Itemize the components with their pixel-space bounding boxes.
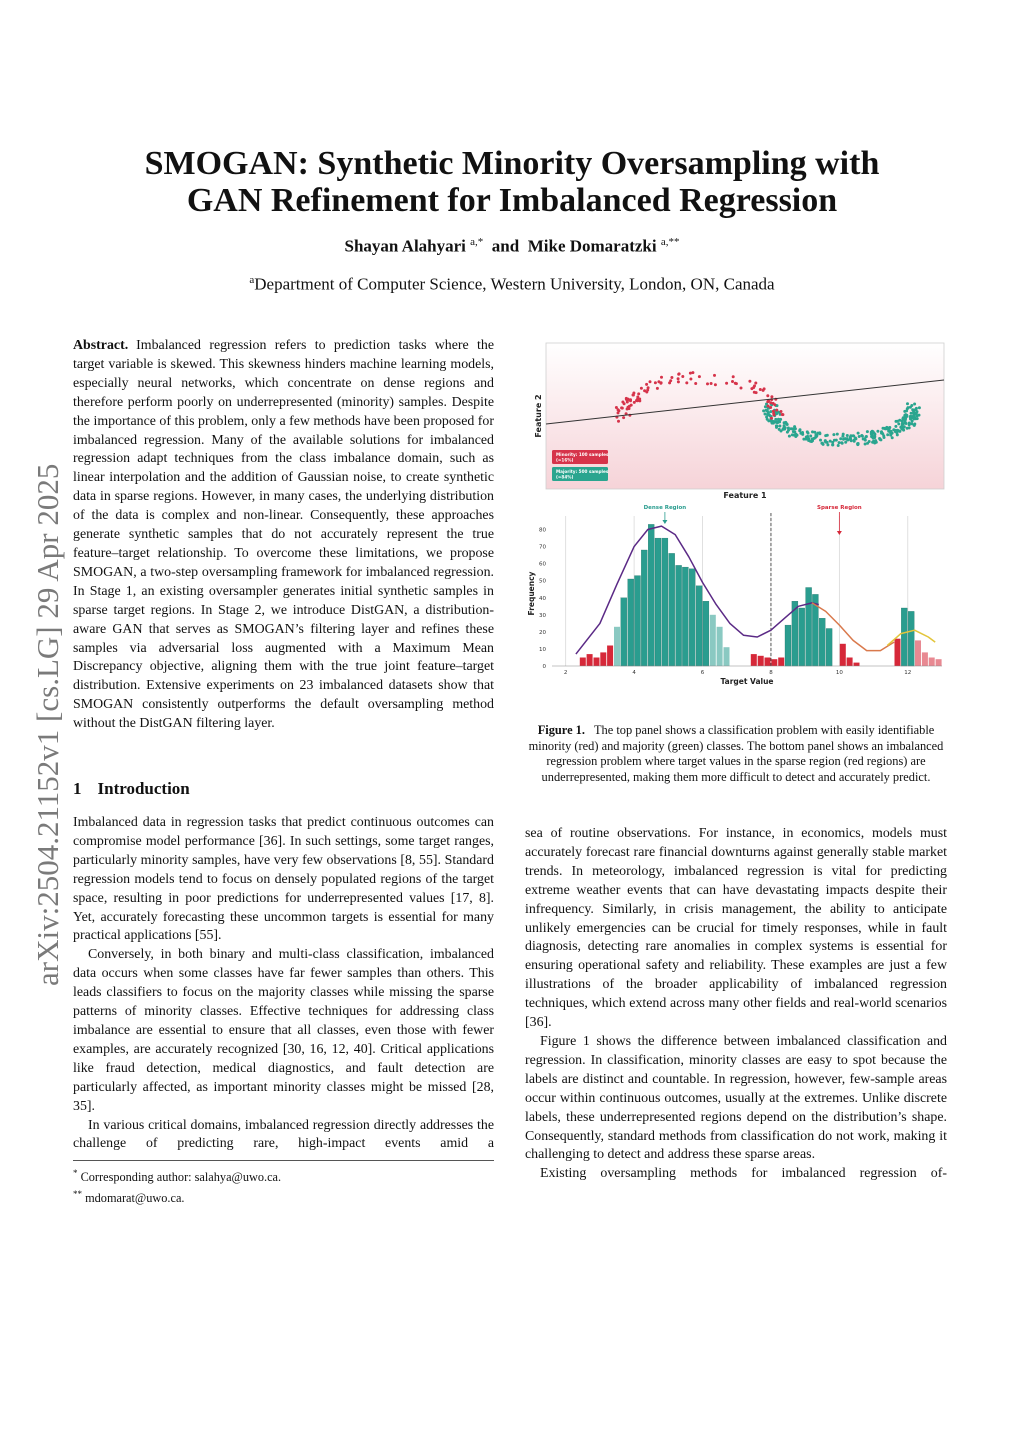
scatter-point-majority	[790, 427, 793, 430]
scatter-point-majority	[905, 409, 908, 412]
author-1: Shayan Alahyari	[344, 236, 466, 256]
scatter-point-majority	[839, 437, 842, 440]
region-annotation-arrowhead	[837, 531, 842, 535]
scatter-point-minority	[645, 383, 648, 386]
scatter-point-majority	[874, 439, 877, 442]
scatter-point-majority	[909, 406, 912, 409]
scatter-point-majority	[809, 435, 812, 438]
y-tick-label: 20	[539, 629, 546, 636]
histogram-bar-red	[751, 654, 757, 666]
scatter-point-majority	[778, 428, 781, 431]
histogram-bar-green	[676, 565, 682, 666]
section-number: 1	[73, 779, 82, 798]
histogram-bar-red	[771, 659, 777, 666]
scatter-point-minority	[769, 406, 772, 409]
histogram-bar-red	[847, 658, 853, 667]
scatter-point-majority	[805, 438, 808, 441]
x-tick-label: 2	[563, 670, 568, 676]
scatter-point-majority	[912, 414, 915, 417]
scatter-point-minority	[657, 380, 660, 383]
scatter-point-minority	[770, 395, 773, 398]
scatter-point-majority	[856, 443, 859, 446]
title-line-2: GAN Refinement for Imbalanced Regression	[186, 182, 838, 219]
scatter-point-majority	[788, 435, 791, 438]
scatter-point-majority	[852, 435, 855, 438]
scatter-point-majority	[876, 430, 879, 433]
scatter-point-majority	[888, 426, 891, 429]
x-tick-label: 8	[769, 670, 773, 676]
scatter-point-minority	[660, 376, 663, 379]
section-title: Introduction	[97, 779, 190, 798]
scatter-point-majority	[908, 426, 911, 429]
scatter-point-minority	[770, 417, 773, 420]
scatter-point-majority	[764, 413, 767, 416]
scatter-point-minority	[766, 394, 769, 397]
scatter-point-majority	[844, 441, 847, 444]
histogram-bar-green	[696, 586, 702, 666]
histogram-bar-red	[607, 646, 613, 667]
scatter-point-minority	[740, 387, 743, 390]
scatter-point-minority	[725, 382, 728, 385]
histogram-bar-green	[682, 567, 688, 666]
scatter-point-majority	[766, 418, 769, 421]
scatter-point-majority	[765, 409, 768, 412]
paper-title	[60, 145, 964, 219]
scatter-point-majority	[908, 423, 911, 426]
scatter-point-minority	[773, 403, 776, 406]
scatter-point-minority	[640, 387, 643, 390]
histogram-bar-green	[703, 601, 709, 666]
scatter-point-majority	[898, 419, 901, 422]
scatter-point-majority	[762, 409, 765, 412]
histogram-bar-red	[895, 639, 901, 666]
footnote-1	[73, 1165, 494, 1186]
title-line-1: SMOGAN: Synthetic Minority Oversampling with	[144, 145, 880, 182]
scatter-point-minority	[755, 391, 758, 394]
scatter-point-minority	[649, 380, 652, 383]
scatter-point-majority	[901, 424, 904, 427]
histogram-bar-green	[689, 569, 695, 666]
scatter-point-minority	[732, 375, 735, 378]
scatter-point-majority	[819, 439, 822, 442]
scatter-point-minority	[706, 382, 709, 385]
x-tick-label: 12	[904, 670, 912, 676]
histogram-bar-green	[826, 629, 832, 667]
scatter-point-majority	[837, 444, 840, 447]
histogram-bar-red	[840, 644, 846, 666]
scatter-point-minority	[685, 381, 688, 384]
scatter-point-majority	[836, 433, 839, 436]
histogram-bar-green	[662, 538, 668, 666]
scatter-point-majority	[913, 417, 916, 420]
histogram-bar-red	[922, 652, 928, 666]
scatter-point-minority	[668, 381, 671, 384]
scatter-point-minority	[748, 380, 751, 383]
scatter-point-minority	[694, 382, 697, 385]
scatter-point-minority	[781, 413, 784, 416]
scatter-point-majority	[886, 433, 889, 436]
scatter-point-majority	[818, 432, 821, 435]
scatter-point-minority	[638, 398, 641, 401]
scatter-point-majority	[880, 432, 883, 435]
scatter-point-minority	[714, 383, 717, 386]
scatter-point-majority	[857, 432, 860, 435]
scatter-point-majority	[778, 425, 781, 428]
scatter-point-majority	[889, 434, 892, 437]
histogram-bar-green	[806, 588, 812, 667]
scatter-point-majority	[776, 421, 779, 424]
scatter-point-majority	[787, 429, 790, 432]
scatter-point-majority	[775, 424, 778, 427]
region-annotation-arrowhead	[662, 520, 667, 524]
scatter-point-minority	[754, 382, 757, 385]
histogram-bar-green	[641, 550, 647, 666]
author-2-mark: a,**	[660, 236, 680, 248]
scatter-point-majority	[910, 422, 913, 425]
scatter-point-majority	[844, 437, 847, 440]
histogram-chart	[527, 505, 942, 686]
intro-paragraph-3: In various critical domains, imbalanced regression directly addresses the challenge of predicting rare, high-impact events amid a	[73, 1117, 494, 1152]
abstract-paragraph	[73, 337, 494, 734]
scatter-point-minority	[710, 382, 713, 385]
histogram-bar-green	[710, 615, 716, 666]
scatter-point-minority	[759, 388, 762, 391]
legend-majority-line-1: Majority: 500 samples	[556, 469, 609, 474]
intro-paragraph-1: Imbalanced data in regression tasks that predict continuous outcomes can compromise model performance [36]. In such settings, some target ranges, particularly minority samples, have very few observations [8, 55]. Standard regression models tend to focus on densely populated regions of the target space, resulting in poor predictions for underrepresented values [17, 8]. Yet, accurately forecasting these uncommon targets is essential for many practical applications [55].	[73, 815, 494, 944]
histogram-bar-red	[778, 658, 784, 667]
scatter-point-minority	[753, 384, 756, 387]
scatter-point-majority	[895, 431, 898, 434]
scatter-point-majority	[849, 437, 852, 440]
scatter-point-majority	[806, 430, 809, 433]
scatter-point-minority	[766, 400, 769, 403]
footnote-2-mark: **	[73, 1188, 82, 1199]
intro-paragraph-5: Figure 1 shows the difference between imbalanced classification and regression. In classification, minority classes are easy to spot because the labels are distinct and countable. In regression, however, few-sample areas occur within continuous outcomes, usually at the extremes. Unlike discrete labels, these underrepresented regions depend on the distribution’s shape. Consequently, standard methods from classification do not work, making it challenging to detect and address these sparse areas.	[525, 1033, 947, 1163]
scatter-point-minority	[780, 410, 783, 413]
scatter-point-majority	[835, 439, 838, 442]
scatter-point-minority	[626, 401, 629, 404]
scatter-point-minority	[632, 392, 635, 395]
scatter-point-majority	[820, 442, 823, 445]
scatter-point-minority	[656, 387, 659, 390]
histogram-bar-green	[669, 553, 675, 666]
scatter-point-majority	[826, 443, 829, 446]
scatter-point-majority	[764, 405, 767, 408]
intro-left-column	[73, 814, 494, 1154]
affiliation-text: Department of Computer Science, Western University, London, ON, Canada	[254, 274, 775, 294]
histogram-bar-red	[594, 658, 600, 667]
scatter-point-minority	[617, 411, 620, 414]
scatter-point-majority	[909, 415, 912, 418]
histogram-bar-green	[717, 627, 723, 666]
scatter-point-majority	[868, 440, 871, 443]
histogram-bar-green	[614, 627, 620, 666]
arxiv-identifier: arXiv:2504.21152v1 [cs.LG] 29 Apr 2025	[30, 463, 65, 987]
scatter-point-majority	[798, 429, 801, 432]
footnote-2	[73, 1186, 494, 1207]
scatter-point-majority	[905, 415, 908, 418]
histogram-bar-red	[915, 640, 921, 666]
scatter-point-minority	[621, 407, 624, 410]
histogram-bar-green	[724, 647, 730, 666]
histogram-bar-red	[587, 654, 593, 666]
scatter-point-majority	[913, 403, 916, 406]
scatter-point-majority	[901, 427, 904, 430]
scatter-point-majority	[777, 418, 780, 421]
scatter-point-minority	[772, 412, 775, 415]
histogram-bar-green	[819, 618, 825, 666]
x-tick-label: 6	[700, 670, 705, 676]
scatter-point-minority	[629, 399, 632, 402]
scatter-point-majority	[906, 402, 909, 405]
scatter-point-majority	[842, 433, 845, 436]
y-tick-label: 10	[539, 646, 546, 653]
intro-right-column	[525, 825, 947, 1184]
scatter-point-majority	[785, 422, 788, 425]
scatter-point-majority	[832, 433, 835, 436]
abstract-label: Abstract.	[73, 338, 129, 353]
scatter-point-majority	[792, 430, 795, 433]
histogram-bar-green	[655, 538, 661, 666]
scatter-point-minority	[647, 386, 650, 389]
y-tick-label: 50	[539, 578, 546, 585]
y-tick-label: 0	[542, 664, 546, 670]
histogram-bar-red	[765, 658, 771, 667]
scatter-point-majority	[849, 434, 852, 437]
scatter-point-majority	[858, 435, 861, 438]
scatter-point-minority	[621, 401, 624, 404]
histogram-bar-green	[648, 524, 654, 666]
scatter-point-majority	[861, 435, 864, 438]
scatter-point-minority	[769, 401, 772, 404]
histogram-y-axis-label: Frequency	[527, 571, 536, 616]
scatter-point-majority	[838, 441, 841, 444]
histogram-bar-red	[854, 663, 860, 666]
scatter-point-majority	[863, 437, 866, 440]
figure-1	[527, 336, 950, 686]
histogram-bar-green	[901, 608, 907, 666]
scatter-point-minority	[767, 405, 770, 408]
scatter-point-majority	[871, 432, 874, 435]
scatter-point-majority	[829, 440, 832, 443]
scatter-point-majority	[903, 420, 906, 423]
scatter-point-majority	[882, 434, 885, 437]
histogram-bar-red	[929, 658, 935, 667]
scatter-point-majority	[794, 427, 797, 430]
scatter-point-majority	[811, 430, 814, 433]
scatter-point-minority	[731, 380, 734, 383]
abstract	[73, 337, 494, 734]
scatter-point-majority	[918, 406, 921, 409]
scatter-point-minority	[654, 381, 657, 384]
scatter-point-majority	[894, 425, 897, 428]
scatter-point-minority	[670, 376, 673, 379]
scatter-point-minority	[627, 398, 630, 401]
scatter-point-majority	[854, 437, 857, 440]
scatter-point-minority	[615, 406, 618, 409]
histogram-x-axis-label: Target Value	[720, 677, 774, 686]
intro-paragraph-6: Existing oversampling methods for imbalanced regression of-	[540, 1166, 947, 1182]
footnote-1-text: Corresponding author: salahya@uwo.ca.	[80, 1170, 282, 1185]
scatter-point-minority	[775, 409, 778, 412]
scatter-point-majority	[801, 433, 804, 436]
scatter-point-majority	[879, 438, 882, 441]
histogram-bar-red	[936, 659, 942, 666]
footnote-1-mark: *	[73, 1168, 78, 1178]
x-tick-label: 4	[632, 670, 636, 676]
scatter-point-majority	[771, 421, 774, 424]
scatter-point-minority	[691, 371, 694, 374]
figure-caption-text: The top panel shows a classification problem with easily identifiable minority (red) and majority (green) classes. The bottom panel shows an imbalanced regression problem where target values in the sparse region (red regions) are underrepresented, making them more difficult to detect and accurately predict.	[528, 723, 944, 784]
scatter-point-majority	[910, 412, 913, 415]
scatter-point-majority	[866, 430, 869, 433]
scatter-point-minority	[678, 372, 681, 375]
scatter-point-majority	[846, 434, 849, 437]
section-heading	[73, 779, 190, 799]
scatter-point-majority	[783, 428, 786, 431]
scatter-point-minority	[637, 392, 640, 395]
histogram-bar-red	[580, 658, 586, 667]
y-tick-label: 40	[539, 595, 546, 602]
affiliation-mark: a	[249, 274, 255, 286]
scatter-point-minority	[622, 416, 625, 419]
scatter-point-majority	[813, 437, 816, 440]
scatter-point-majority	[766, 413, 769, 416]
scatter-point-majority	[872, 437, 875, 440]
x-tick-label: 10	[835, 670, 843, 676]
abstract-text: Imbalanced regression refers to prediction tasks where the target variable is skewed. This skewness hinders machine learning models, especially neural networks, which concentrate on dense regions and therefore perform poorly on underrepresented (minority) samples. Despite the importance of this problem, only a few methods have been proposed for imbalanced regression. Many of the available solutions for imbalanced regression adapt techniques from the class imbalance domain, such as linear interpolation and the addition of Gaussian noise, to create synthetic data in sparse regions. However, in many cases, the underlying distribution of the data is complex and non-linear. Consequently, these approaches generate synthetic samples that do not accurately represent the true feature–target relationship. To overcome these limitations, we propose SMOGAN, a two-step oversampling framework for imbalanced regression. In Stage 1, an existing oversampler generates initial synthetic samples in sparse target regions. In Stage 2, we introduce DistGAN, a distribution-aware GAN that serves as SMOGAN’s filtering layer and refines these samples via adversarial loss augmented with a Maximum Mean Discrepancy objective, aligning them with the true joint feature–target distribution. Extensive experiments on 23 imbalanced datasets show that SMOGAN consistently outperforms the default oversampling method without the DistGAN filtering layer.	[73, 338, 494, 732]
scatter-point-majority	[840, 441, 843, 444]
histogram-bar-green	[785, 625, 791, 666]
histogram-bar-red	[758, 656, 764, 666]
scatter-point-majority	[915, 413, 918, 416]
scatter-point-minority	[628, 407, 631, 410]
scatter-point-majority	[794, 433, 797, 436]
scatter-point-majority	[897, 422, 900, 425]
scatter-point-majority	[883, 427, 886, 430]
scatter-point-majority	[826, 434, 829, 437]
scatter-point-minority	[762, 389, 765, 392]
author-conjunction: and	[487, 236, 524, 256]
figure-1-caption	[528, 723, 944, 785]
scatter-point-majority	[825, 441, 828, 444]
y-tick-label: 60	[539, 561, 546, 568]
scatter-point-majority	[918, 414, 921, 417]
author-list	[60, 236, 964, 257]
histogram-bar-green	[799, 608, 805, 666]
scatter-point-majority	[892, 428, 895, 431]
scatter-point-majority	[791, 433, 794, 436]
legend-majority-line-2: (≈84%)	[556, 474, 574, 480]
scatter-point-minority	[681, 375, 684, 378]
scatter-point-minority	[677, 380, 680, 383]
region-annotation-label: Sparse Region	[817, 505, 862, 511]
scatter-point-minority	[713, 374, 716, 377]
affiliation	[60, 274, 964, 295]
y-tick-label: 80	[539, 527, 546, 534]
intro-paragraph-2: Conversely, in both binary and multi-class classification, imbalanced data occurs when some classes have far fewer samples than others. This leads classifiers to focus on the majority classes while missing the sparse patterns of minority classes. Effective techniques for addressing class imbalance are essential to ensure that all classes, even those with fewer examples, are accurately recognized [30, 16, 12, 40]. Critical applications like fraud detection, medical diagnostics, and fault detection are particularly affected, as important minority classes might be missed [28, 35].	[73, 947, 494, 1114]
scatter-point-majority	[914, 408, 917, 411]
author-1-mark: a,*	[470, 236, 484, 248]
scatter-y-axis-label: Feature 2	[534, 394, 543, 438]
region-annotation-label: Dense Region	[643, 505, 687, 511]
scatter-point-minority	[617, 420, 620, 423]
histogram-bar-red	[600, 652, 606, 666]
figure-1-graphic	[527, 336, 950, 686]
scatter-point-minority	[643, 389, 646, 392]
figure-label: Figure 1.	[537, 723, 585, 737]
legend-minority-line-1: Minority: 100 samples	[556, 452, 609, 457]
scatter-point-minority	[698, 375, 701, 378]
scatter-point-majority	[806, 435, 809, 438]
scatter-point-majority	[814, 434, 817, 437]
scatter-point-minority	[677, 377, 680, 380]
y-tick-label: 70	[539, 544, 546, 551]
scatter-x-axis-label: Feature 1	[723, 491, 767, 500]
histogram-bar-green	[908, 611, 914, 666]
author-2: Mike Domaratzki	[527, 236, 657, 256]
histogram-bar-green	[628, 579, 634, 666]
scatter-point-minority	[689, 378, 692, 381]
scatter-point-majority	[807, 438, 810, 441]
footnotes	[73, 1160, 494, 1206]
scatter-point-minority	[689, 372, 692, 375]
footnote-2-text: mdomarat@uwo.ca.	[85, 1190, 185, 1205]
histogram-bar-green	[635, 576, 641, 666]
legend-minority-line-2: (≈16%)	[556, 457, 574, 463]
intro-paragraph-4: sea of routine observations. For instance, in economics, models must accurately forecast rare financial downturns against generally stable market trends. In meteorology, imbalanced regression is vital for predicting extreme weather events that can have devastating impacts despite their infrequency. Similarly, in crisis management, the ability to anticipate unlikely emergencies can be crucial for timely responses, while in fault diagnosis, detecting rare anomalies in complex systems is essential for ensuring operational safety and reliability. These examples are just a few illustrations of the broader applicability of imbalanced regression techniques, which extend across many other fields and real-world scenarios [36].	[525, 826, 947, 1031]
scatter-point-minority	[734, 382, 737, 385]
y-tick-label: 30	[539, 612, 546, 619]
histogram-bar-green	[621, 598, 627, 666]
scatter-point-majority	[891, 436, 894, 439]
